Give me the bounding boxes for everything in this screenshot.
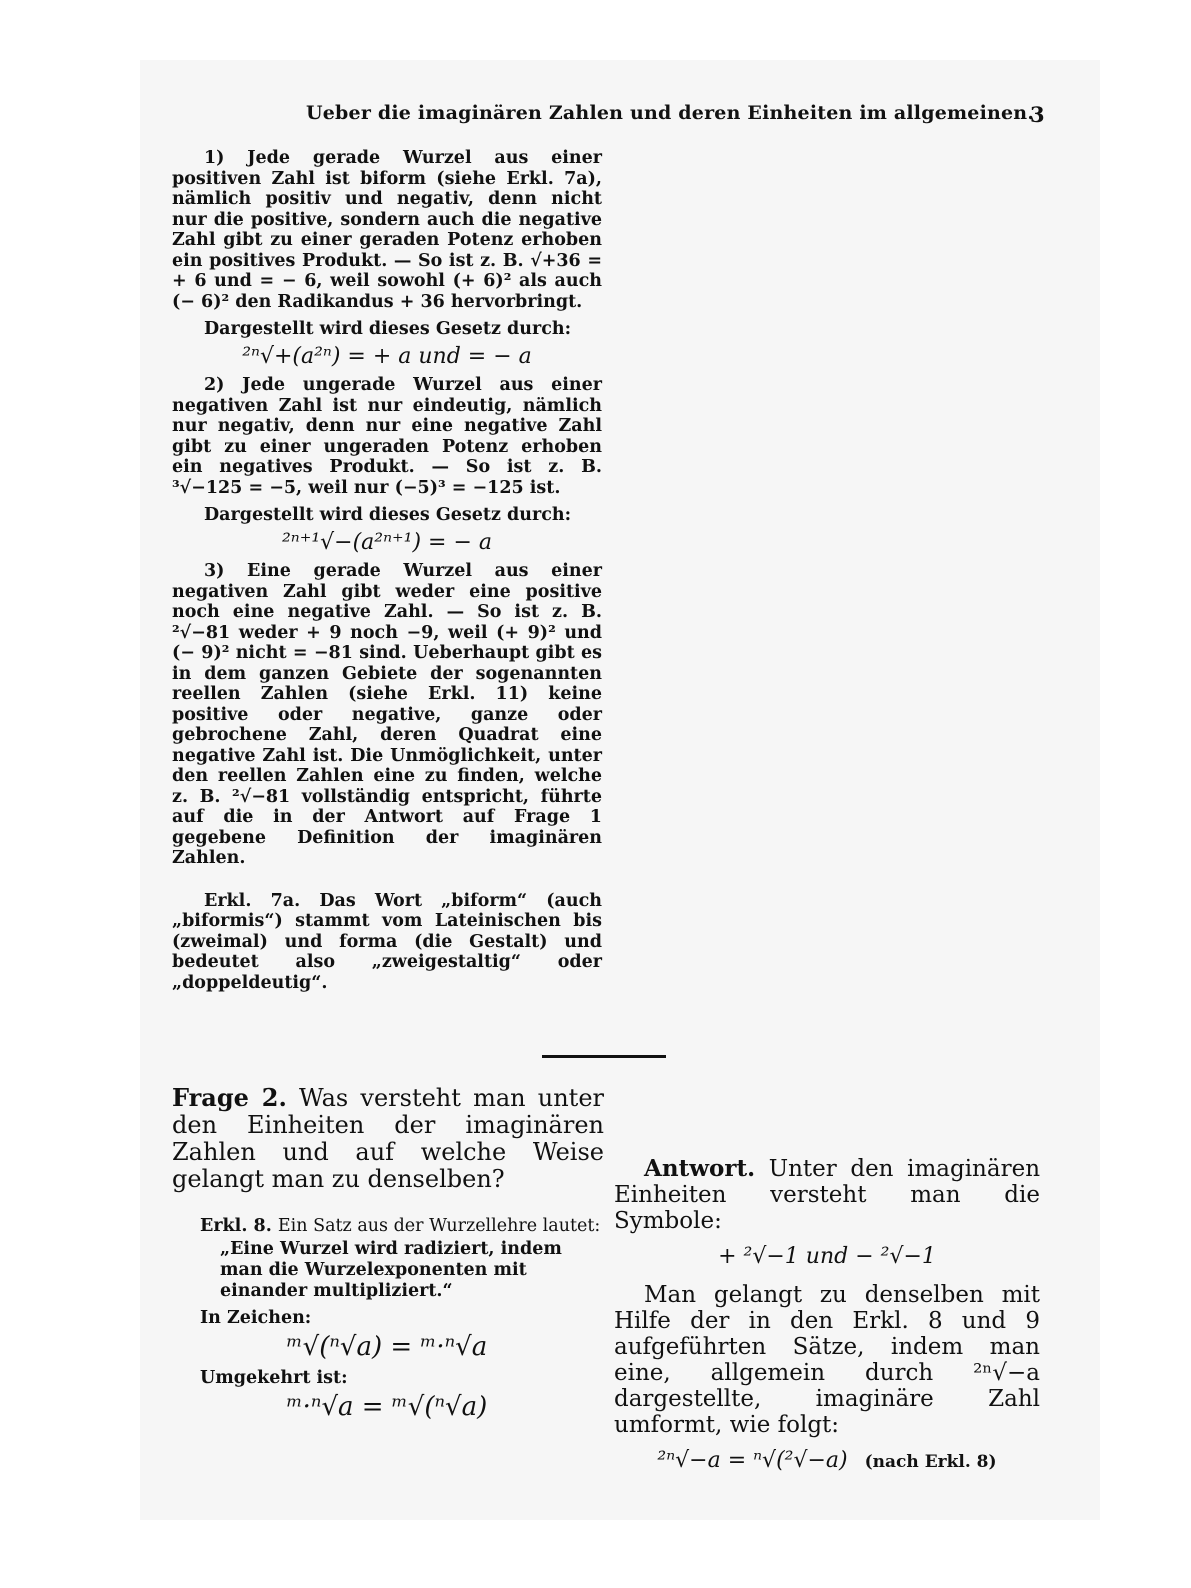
answer-formula-2-note: (nach Erkl. 8) (864, 1452, 997, 1472)
page-number: 3 (1030, 102, 1045, 127)
erkl-8-quote: „Eine Wurzel wird radiziert, indem man die Wurzelexponenten mit einander multipliziert.“ (220, 1239, 562, 1301)
answer-text-2: Man gelangt zu denselben mit Hilfe der in den Erkl. 8 und 9 aufgeführten Sätze, indem man eine, allgemein durch ²ⁿ√−a dargestellte, imaginäre Zahl umformt, wie folgt: (614, 1282, 1040, 1438)
question-block (172, 1084, 604, 1193)
question-text: Was versteht man unter den Einheiten der imaginären Zahlen und auf welche Weise gelangt man zu denselben? (172, 1084, 604, 1193)
paragraph-rule-1: 1) Jede gerade Wurzel aus einer positiven Zahl ist biform (siehe Erkl. 7a), nämlich positiv und negativ, denn nicht nur die positive, sondern auch die negative Zahl gibt zu einer geraden Potenz erhoben ein positives Produkt. — So ist z. B. √+36 = + 6 und = − 6, weil sowohl (+ 6)² als auch (− 6)² den Radikandus + 36 hervorbringt. (172, 148, 602, 312)
answer-intro (614, 1156, 1040, 1234)
erkl-8-formula-2: ᵐ·ⁿ√a = ᵐ√(ⁿ√a) (286, 1392, 488, 1422)
answer-formula-1: + ²√−1 und − ²√−1 (718, 1244, 936, 1269)
answer-block (614, 1156, 1040, 1487)
erkl-8-label: Erkl. 8. (200, 1216, 272, 1236)
left-column (172, 148, 602, 1000)
erkl-8-intro-text: Ein Satz aus der Wurzellehre lautet: (277, 1216, 601, 1236)
paragraph-rule-3: 3) Eine gerade Wurzel aus einer negativen Zahl gibt weder eine positive noch eine negative Zahl. — So ist z. B. ²√−81 weder + 9 noch −9, weil (+ 9)² und (− 9)² nicht = −81 sind. Ueberhaupt gibt es in dem ganzen Gebiete der sogenannten reellen Zahlen (siehe Erkl. 11) keine positive oder negative, ganze oder gebrochene Zahl, deren Quadrat eine negative Zahl ist. Die Unmöglichkeit, unter den reellen Zahlen eine zu finden, welche z. B. ²√−81 vollständig entspricht, führte auf die in der Antwort auf Frage 1 gegebene Definition der imaginären Zahlen. (172, 561, 602, 868)
answer-text-1: Unter den imaginären Einheiten versteht man die Symbole: (614, 1156, 1041, 1234)
answer-formula-2: ²ⁿ√−a = ⁿ√(²√−a) (657, 1448, 848, 1473)
erkl-8-in-zeichen: In Zeichen: (200, 1308, 312, 1328)
erkl-8-block (172, 1216, 602, 1428)
erkl-8-intro (200, 1216, 602, 1237)
erkl-8-formula-1: ᵐ√(ⁿ√a) = ᵐ·ⁿ√a (286, 1332, 488, 1362)
footnote-erkl-7a: Erkl. 7a. Das Wort „biform“ (auch „biformis“) stammt vom Lateinischen bis (zweimal) und forma (die Gestalt) und bedeutet also „zweigestaltig“ oder „doppeldeutig“. (172, 890, 602, 993)
section-divider (542, 1055, 666, 1058)
running-header-title: Ueber die imaginären Zahlen und deren Einheiten im allgemeinen. (306, 102, 1035, 124)
answer-label: Antwort. (644, 1155, 756, 1182)
formula-rule-1: ²ⁿ√+(a²ⁿ) = + a und = − a (242, 343, 532, 369)
answer-formula-2-line (614, 1448, 1040, 1475)
paragraph-rule-2: 2) Jede ungerade Wurzel aus einer negativen Zahl ist nur eindeutig, nämlich nur negativ, denn nur eine negative Zahl gibt zu einer ungeraden Potenz erhoben ein negatives Produkt. — So ist z. B. ³√−125 = −5, weil nur (−5)³ = −125 ist. (172, 375, 602, 498)
paragraph-rule-2-intro: Dargestellt wird dieses Gesetz durch: (204, 505, 572, 525)
formula-rule-2: ²ⁿ⁺¹√−(a²ⁿ⁺¹) = − a (281, 529, 493, 555)
question-label: Frage 2. (172, 1083, 287, 1112)
erkl-8-umgekehrt: Umgekehrt ist: (200, 1368, 348, 1388)
paragraph-rule-1-intro: Dargestellt wird dieses Gesetz durch: (204, 319, 572, 339)
